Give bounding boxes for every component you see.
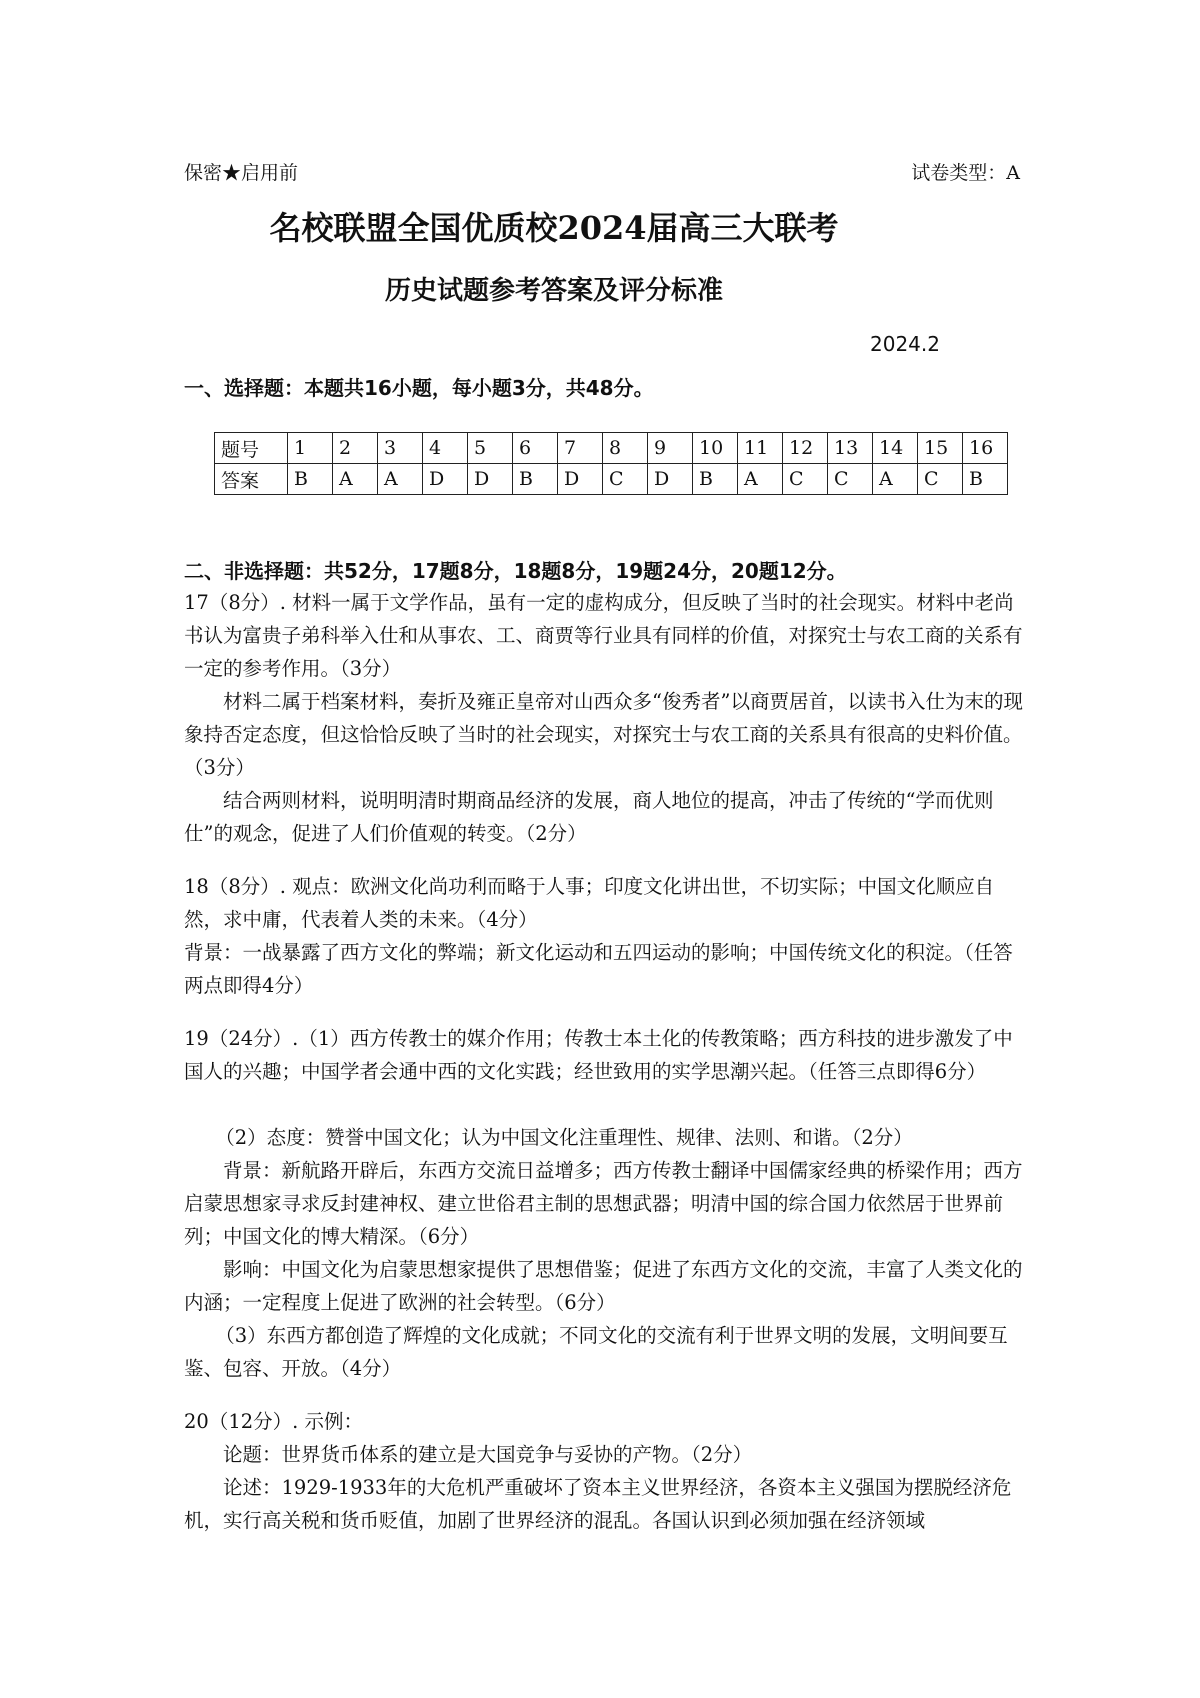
answer-cell: D	[423, 464, 468, 495]
answer-cell: A	[333, 464, 378, 495]
q17-paragraph-1: 17（8分）. 材料一属于文学作品，虽有一定的虚构成分，但反映了当时的社会现实。材料中老尚书认为富贵子弟科举入仕和从事农、工、商贾等行业具有同样的价值，对探究士与农工商的关系有一定的参考作用。（3分）	[184, 591, 1023, 680]
question-number: 6	[513, 433, 558, 464]
page-subtitle: 历史试题参考答案及评分标准	[384, 276, 723, 306]
question-number: 12	[783, 433, 828, 464]
q20-paragraph-3: 论述：1929-1933年的大危机严重破坏了资本主义世界经济，各资本主义强国为摆脱经济危机，实行高关税和货币贬值，加剧了世界经济的混乱。各国认识到必须加强在经济领域	[184, 1476, 1012, 1532]
q20-paragraph-2: 论题：世界货币体系的建立是大国竞争与妥协的产物。（2分）	[223, 1443, 753, 1466]
question-number: 11	[738, 433, 783, 464]
answer-cell: B	[288, 464, 333, 495]
question-number: 1	[288, 433, 333, 464]
confidential-label: 保密★启用前	[184, 162, 299, 184]
question-number: 13	[828, 433, 873, 464]
answer-cell: D	[648, 464, 693, 495]
answer-cell: D	[558, 464, 603, 495]
answer-cell: A	[738, 464, 783, 495]
answer-table	[214, 432, 1008, 495]
q18-paragraph-1: 18（8分）. 观点：欧洲文化尚功利而略于人事；印度文化讲出世，不切实际；中国文化顺应自然，求中庸，代表着人类的未来。（4分）	[184, 875, 995, 931]
question-number: 9	[648, 433, 693, 464]
answer-cell: B	[693, 464, 738, 495]
section1-heading: 一、选择题：本题共16小题，每小题3分，共48分。	[184, 376, 654, 400]
paper-type-label: 试卷类型：A	[911, 162, 1020, 184]
answer-cell: C	[603, 464, 648, 495]
table-row	[215, 433, 1008, 464]
section2-heading: 二、非选择题：共52分，17题8分，18题8分，19题24分，20题12分。	[184, 559, 847, 583]
q19-paragraph-1: 19（24分）.（1）西方传教士的媒介作用；传教士本土化的传教策略；西方科技的进步激发了中国人的兴趣；中国学者会通中西的文化实践；经世致用的实学思潮兴起。（任答三点即得6分）	[184, 1027, 1013, 1083]
question-number: 7	[558, 433, 603, 464]
answer-cell: C	[783, 464, 828, 495]
answer-cell: D	[468, 464, 513, 495]
question-number: 14	[873, 433, 918, 464]
question-number: 3	[378, 433, 423, 464]
question-number: 2	[333, 433, 378, 464]
q19-paragraph-3: 背景：新航路开辟后，东西方交流日益增多；西方传教士翻译中国儒家经典的桥梁作用；西方启蒙思想家寻求反封建神权、建立世俗君主制的思想武器；明清中国的综合国力依然居于世界前列；中国文化的博大精深。（6分）	[184, 1159, 1023, 1248]
question-number: 8	[603, 433, 648, 464]
question-number: 10	[693, 433, 738, 464]
answer-cell: B	[513, 464, 558, 495]
row-label-answer: 答案	[215, 464, 288, 495]
q19-paragraph-4: 影响：中国文化为启蒙思想家提供了思想借鉴；促进了东西方文化的交流，丰富了人类文化的内涵；一定程度上促进了欧洲的社会转型。（6分）	[184, 1258, 1023, 1314]
page-title: 名校联盟全国优质校2024届高三大联考	[269, 209, 839, 247]
q18-paragraph-2: 背景：一战暴露了西方文化的弊端；新文化运动和五四运动的影响；中国传统文化的积淀。（任答两点即得4分）	[184, 941, 1013, 997]
question-number: 16	[963, 433, 1008, 464]
q20-paragraph-1: 20（12分）. 示例：	[184, 1410, 364, 1433]
answer-cell: B	[963, 464, 1008, 495]
answer-cell: C	[918, 464, 963, 495]
question-number: 5	[468, 433, 513, 464]
exam-date: 2024.2	[870, 332, 940, 356]
q17-paragraph-3: 结合两则材料，说明明清时期商品经济的发展，商人地位的提高，冲击了传统的“学而优则仕”的观念，促进了人们价值观的转变。（2分）	[184, 789, 994, 845]
row-label-number: 题号	[215, 433, 288, 464]
question-number: 4	[423, 433, 468, 464]
q17-paragraph-2: 材料二属于档案材料，奏折及雍正皇帝对山西众多“俊秀者”以商贾居首，以读书入仕为末的现象持否定态度，但这恰恰反映了当时的社会现实，对探究士与农工商的关系具有很高的史料价值。（3分）	[184, 690, 1023, 779]
answer-cell: A	[873, 464, 918, 495]
answer-cell: C	[828, 464, 873, 495]
answer-cell: A	[378, 464, 423, 495]
question-number: 15	[918, 433, 963, 464]
q19-paragraph-5: （3）东西方都创造了辉煌的文化成就；不同文化的交流有利于世界文明的发展，文明间要互鉴、包容、开放。（4分）	[184, 1324, 1008, 1380]
q19-paragraph-2: （2）态度：赞誉中国文化；认为中国文化注重理性、规律、法则、和谐。（2分）	[215, 1126, 913, 1149]
table-row	[215, 464, 1008, 495]
